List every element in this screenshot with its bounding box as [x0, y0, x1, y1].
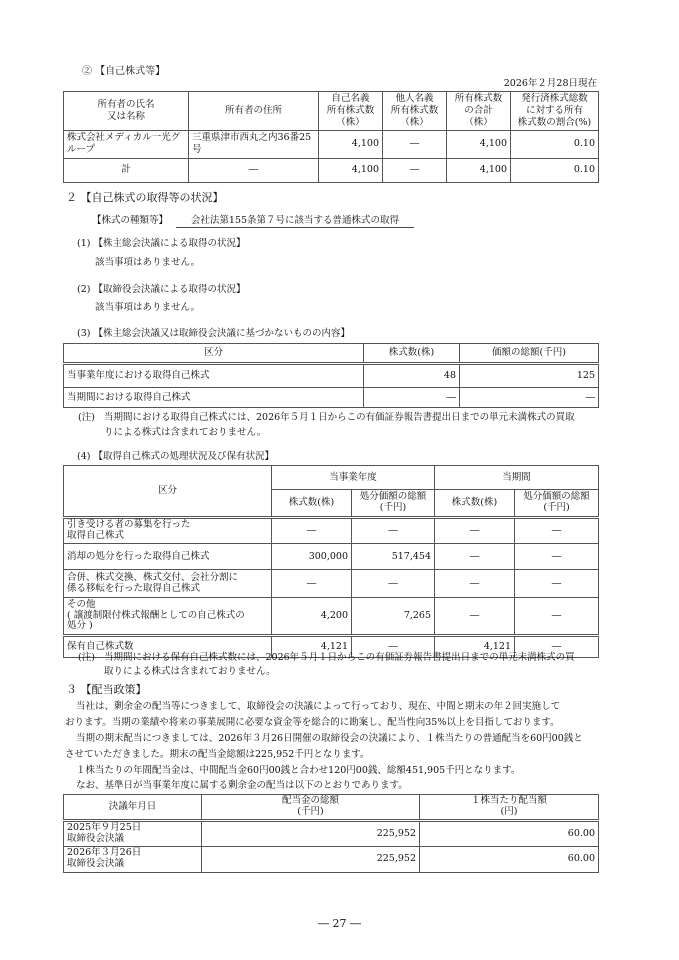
cell: ―	[352, 570, 435, 598]
sub2-text: 該当事項はありません。	[95, 302, 201, 313]
share-count: ―	[364, 388, 460, 408]
total-label: 計	[64, 158, 189, 182]
resolution-date: 2025年９月25日 取締役会決議	[64, 820, 202, 846]
cell: ―	[272, 518, 352, 544]
col-category: 区分	[64, 344, 364, 364]
cell: ―	[272, 570, 352, 598]
cell: ―	[435, 570, 515, 598]
dividend-paragraph-1b: おります。当期の業績や将来の事業展開に必要な資金等を総合的に勘案し、配当性向35%以上を目指しております。	[65, 717, 560, 728]
note-line-1: 当期間における保有自己株式数には、2026年５月１日からこの有価証券報告書提出日までの単元未満株式の買	[104, 652, 575, 663]
amount: 125	[460, 364, 599, 388]
ratio: 0.10	[511, 130, 599, 158]
total-shares: 4,100	[447, 130, 511, 158]
table-row	[64, 570, 599, 598]
note-line-2: りによる株式は含まれておりません。	[104, 427, 267, 438]
sub3-title: (3) 【株主総会決議又は取締役会決議に基づかないものの内容】	[77, 328, 350, 339]
col-group-current-year: 当事業年度	[272, 466, 435, 490]
dividend-total: 225,952	[202, 846, 420, 872]
share-count: 48	[364, 364, 460, 388]
dividend-paragraph-1a: 当社は、剰余金の配当等につきまして、取締役会の決議によって行っており、現在、中間と期末の年２回実施して	[76, 701, 561, 712]
own-name-shares: 4,100	[319, 130, 383, 158]
col-shares-period: 株式数(株)	[435, 490, 515, 518]
note-line-1: 当期間における取得自己株式には、2026年５月１日からこの有価証券報告書提出日までの単元未満株式の買取	[104, 412, 575, 423]
cell: ―	[352, 518, 435, 544]
sub1-title: (1) 【株主総会決議による取得の状況】	[77, 238, 246, 249]
total-other-shares: ―	[383, 158, 447, 182]
cell: ―	[515, 570, 599, 598]
row-label: 引き受ける者の募集を行った 取得自己株式	[64, 518, 272, 544]
cell: ―	[515, 518, 599, 544]
table-row	[64, 598, 599, 636]
col-dividend-per-share: １株当たり配当額 (円)	[420, 795, 599, 821]
col-shares-year: 株式数(株)	[272, 490, 352, 518]
col-ratio: 発行済株式総数 に対する所有 株式数の割合(%)	[511, 92, 599, 131]
table-row	[64, 388, 599, 408]
total-own-shares: 4,100	[319, 158, 383, 182]
cell: 7,265	[352, 598, 435, 636]
row-label: 当期間における取得自己株式	[64, 388, 364, 408]
treasury-holdings-table	[63, 91, 599, 183]
cell: ―	[435, 544, 515, 570]
owner-name: 株式会社メディカル一光グループ	[64, 130, 189, 158]
cell: 517,454	[352, 544, 435, 570]
sub2-title: (2) 【取締役会決議による取得の状況】	[77, 284, 246, 295]
note-label: (注)	[78, 652, 95, 663]
cell: ―	[435, 598, 515, 636]
col-share-count: 株式数(株)	[364, 344, 460, 364]
dividend-table	[63, 794, 599, 873]
dividend-paragraph-4: なお、基準日が当事業年度に属する剰余金の配当は以下のとおりであります。	[76, 780, 408, 791]
dividend-paragraph-2b: させていただきました。期末の配当金総額は225,952千円となります。	[65, 749, 370, 760]
table-row	[64, 158, 599, 182]
dividend-section-heading: ３ 【配当政策】	[66, 683, 147, 696]
table-row	[64, 518, 599, 544]
row-label: 保有自己株式数	[64, 636, 272, 658]
total-address: ―	[189, 158, 319, 182]
dividend-total: 225,952	[202, 820, 420, 846]
dividend-paragraph-3: １株当たりの年間配当金は、中間配当金60円00銭と合わせ120円00銭、総額451,905千円となります。	[76, 765, 521, 776]
col-owner-name: 所有者の氏名 又は名称	[64, 92, 189, 131]
owner-address: 三重県津市西丸之内36番25号	[189, 130, 319, 158]
col-disposal-amount-year: 処分価額の総額 (千円)	[352, 490, 435, 518]
acquisition-table	[63, 343, 599, 408]
row-label: その他 ( 譲渡制限付株式報酬としての自己株式の 処分 )	[64, 598, 272, 636]
table-row	[64, 846, 599, 872]
cell: 4,121	[272, 636, 352, 658]
dividend-per-share: 60.00	[420, 820, 599, 846]
note-line-2: 取りによる株式は含まれておりません。	[104, 666, 276, 677]
total-total-shares: 4,100	[447, 158, 511, 182]
disposal-table	[63, 465, 599, 658]
row-label: 合併、株式交換、株式交付、会社分割に 係る移転を行った取得自己株式	[64, 570, 272, 598]
cell: 4,200	[272, 598, 352, 636]
col-resolution-date: 決議年月日	[64, 795, 202, 821]
table-row	[64, 130, 599, 158]
other-name-shares: ―	[383, 130, 447, 158]
cell: 300,000	[272, 544, 352, 570]
col-other-name-shares: 他人名義 所有株式数 （株）	[383, 92, 447, 131]
col-group-current-period: 当期間	[435, 466, 599, 490]
table-row	[64, 820, 599, 846]
sub1-text: 該当事項はありません。	[95, 257, 201, 268]
share-kind-value: 会社法第155条第７号に該当する普通株式の取得	[176, 215, 414, 228]
cell: ―	[435, 518, 515, 544]
col-dividend-total: 配当金の総額 (千円)	[202, 795, 420, 821]
col-disposal-amount-period: 処分価額の総額 (千円)	[515, 490, 599, 518]
col-amount: 価額の総額(千円)	[460, 344, 599, 364]
dividend-per-share: 60.00	[420, 846, 599, 872]
page-number: ― 27 ―	[318, 917, 361, 930]
cell: ―	[352, 636, 435, 658]
share-kind-label: 【株式の種類等】	[92, 215, 169, 226]
col-own-name-shares: 自己名義 所有株式数 （株）	[319, 92, 383, 131]
cell: ―	[515, 544, 599, 570]
as-of-date: 2026年２月28日現在	[503, 78, 597, 89]
cell: ―	[515, 636, 599, 658]
amount: ―	[460, 388, 599, 408]
acquisition-section-heading: ２ 【自己株式の取得等の状況】	[66, 191, 224, 204]
col-total-shares: 所有株式数 の合計 （株）	[447, 92, 511, 131]
resolution-date: 2026年３月26日 取締役会決議	[64, 846, 202, 872]
sub4-title: (4) 【取得自己株式の処理状況及び保有状況】	[77, 451, 274, 462]
total-ratio: 0.10	[511, 158, 599, 182]
col-owner-address: 所有者の住所	[189, 92, 319, 131]
row-label: 消却の処分を行った取得自己株式	[64, 544, 272, 570]
note-label: (注)	[78, 412, 95, 423]
treasury-section-heading: ② 【自己株式等】	[82, 66, 166, 77]
cell: 4,121	[435, 636, 515, 658]
row-label: 当事業年度における取得自己株式	[64, 364, 364, 388]
cell: ―	[515, 598, 599, 636]
table-row	[64, 544, 599, 570]
table-row	[64, 364, 599, 388]
dividend-paragraph-2a: 当期の期末配当につきましては、2026年３月26日開催の取締役会の決議により、１株当たりの普通配当を60円00銭と	[76, 733, 583, 744]
col-category: 区分	[64, 466, 272, 518]
